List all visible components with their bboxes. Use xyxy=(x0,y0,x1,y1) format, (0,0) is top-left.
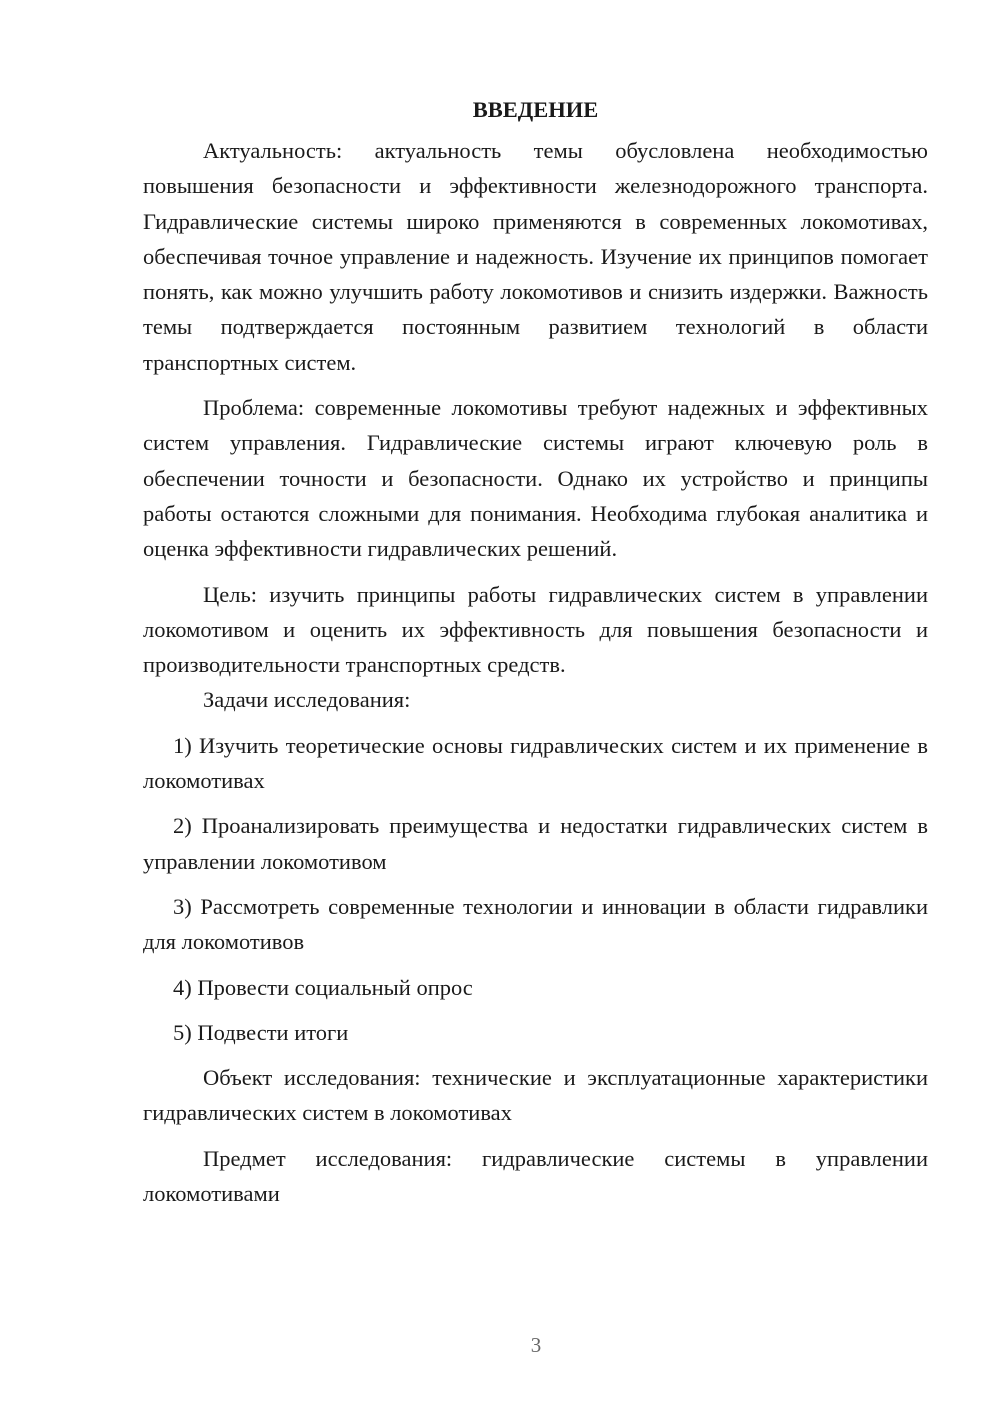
problem-paragraph: Проблема: современные локомотивы требуют надежных и эффективных систем управления. Гидравлические системы играют ключевую роль в обеспечении точности и безопасности. Однако их устройство и принципы работы остаются сложными для понимания. Необходима глубокая аналитика и оценка эффективности гидравлических решений. xyxy=(143,395,928,562)
task-item-3: 3) Рассмотреть современные технологии и инновации в области гидравлики для локомотивов xyxy=(143,893,928,955)
task-item-1: 1) Изучить теоретические основы гидравлических систем и их применение в локомотивах xyxy=(143,732,928,794)
goal-paragraph: Цель: изучить принципы работы гидравлических систем в управлении локомотивом и оценить их эффективность для повышения безопасности и производительности транспортных средств. xyxy=(143,581,928,678)
document-body xyxy=(143,92,928,1211)
task-item-4: 4) Провести социальный опрос xyxy=(173,974,473,1000)
task-item-2: 2) Проанализировать преимущества и недостатки гидравлических систем в управлении локомотивом xyxy=(143,813,928,874)
subject-paragraph: Предмет исследования: гидравлические системы в управлении локомотивами xyxy=(143,1145,928,1207)
object-paragraph: Объект исследования: технические и эксплуатационные характеристики гидравлических систем в локомотивах xyxy=(143,1065,928,1126)
relevance-paragraph: Актуальность: актуальность темы обусловлена необходимостью повышения безопасности и эффективности железнодорожного транспорта. Гидравлические системы широко применяются в современных локомотивах, обеспечивая точное управление и надежность. Изучение их принципов помогает понять, как можно улучшить работу локомотивов и снизить издержки. Важность темы подтверждается постоянным развитием технологий в области транспортных систем. xyxy=(143,138,928,375)
task-item-5: 5) Подвести итоги xyxy=(173,1019,349,1045)
tasks-heading: Задачи исследования: xyxy=(203,687,411,713)
page-title: ВВЕДЕНИЕ xyxy=(472,97,599,122)
page-number: 3 xyxy=(530,1333,542,1357)
